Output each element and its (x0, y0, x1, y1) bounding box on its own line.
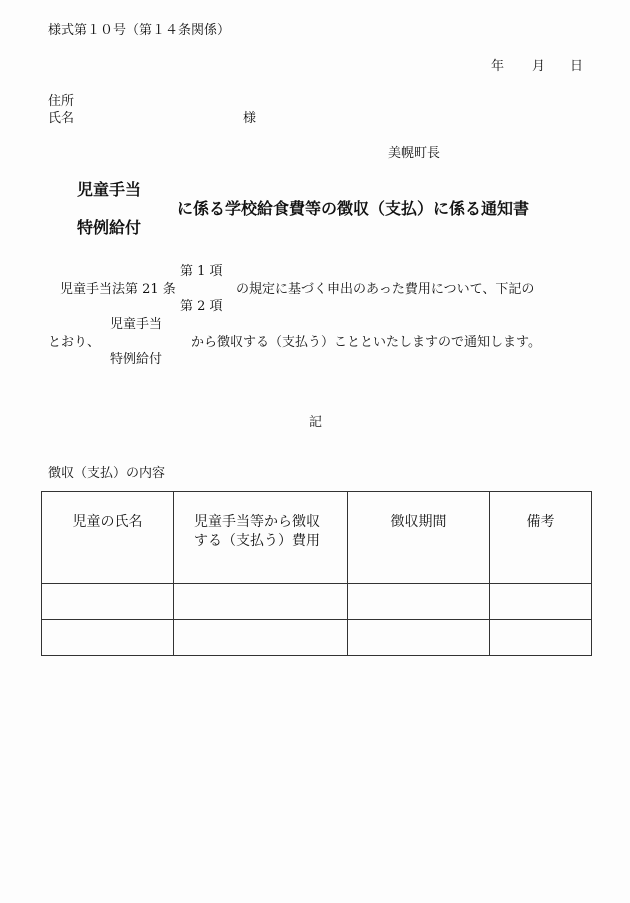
content-table (41, 491, 592, 656)
column-header-fee: 児童手当等から徴収 する（支払う）費用 (174, 492, 348, 584)
table-cell[interactable] (348, 584, 490, 620)
date-year-label: 年 (491, 59, 505, 74)
table-cell[interactable] (490, 620, 592, 656)
address-label: 住所 (48, 94, 75, 109)
date-day-label: 日 (570, 59, 584, 74)
table-cell[interactable] (174, 620, 348, 656)
section-label: 徴収（支払）の内容 (48, 466, 166, 481)
benefit-option-special-benefit: 特例給付 (110, 352, 163, 367)
table-cell[interactable] (42, 620, 174, 656)
name-label: 氏名 (48, 111, 75, 126)
title-option-child-allowance: 児童手当 (77, 180, 142, 199)
date-month-label: 月 (532, 59, 546, 74)
issuer: 美幌町長 (388, 146, 441, 161)
body-line1: の規定に基づく申出のあった費用について、下記の (236, 282, 535, 297)
column-header-remarks: 備考 (490, 492, 592, 584)
document-title: に係る学校給食費等の徴収（支払）に係る通知書 (177, 199, 530, 218)
body-line2-start: とおり、 (48, 335, 101, 350)
column-header-child-name: 児童の氏名 (42, 492, 174, 584)
table-cell[interactable] (174, 584, 348, 620)
column-header-period: 徴収期間 (348, 492, 490, 584)
benefit-option-child-allowance: 児童手当 (110, 317, 163, 332)
body-line2: から徴収する（支払う）ことといたしますので通知します。 (191, 335, 541, 350)
table-row (42, 620, 592, 656)
table-cell[interactable] (490, 584, 592, 620)
law-reference: 児童手当法第 21 条 (60, 282, 176, 297)
table-cell[interactable] (42, 584, 174, 620)
title-option-special-benefit: 特例給付 (77, 218, 142, 237)
table-header-row (42, 492, 592, 584)
honorific: 様 (243, 111, 257, 126)
paragraph-option-2: 第 2 項 (180, 299, 223, 314)
form-number: 様式第１０号（第１４条関係） (48, 23, 231, 38)
paragraph-option-1: 第 1 項 (180, 264, 223, 279)
table-cell[interactable] (348, 620, 490, 656)
ki-heading: 記 (309, 415, 323, 430)
table-row (42, 584, 592, 620)
